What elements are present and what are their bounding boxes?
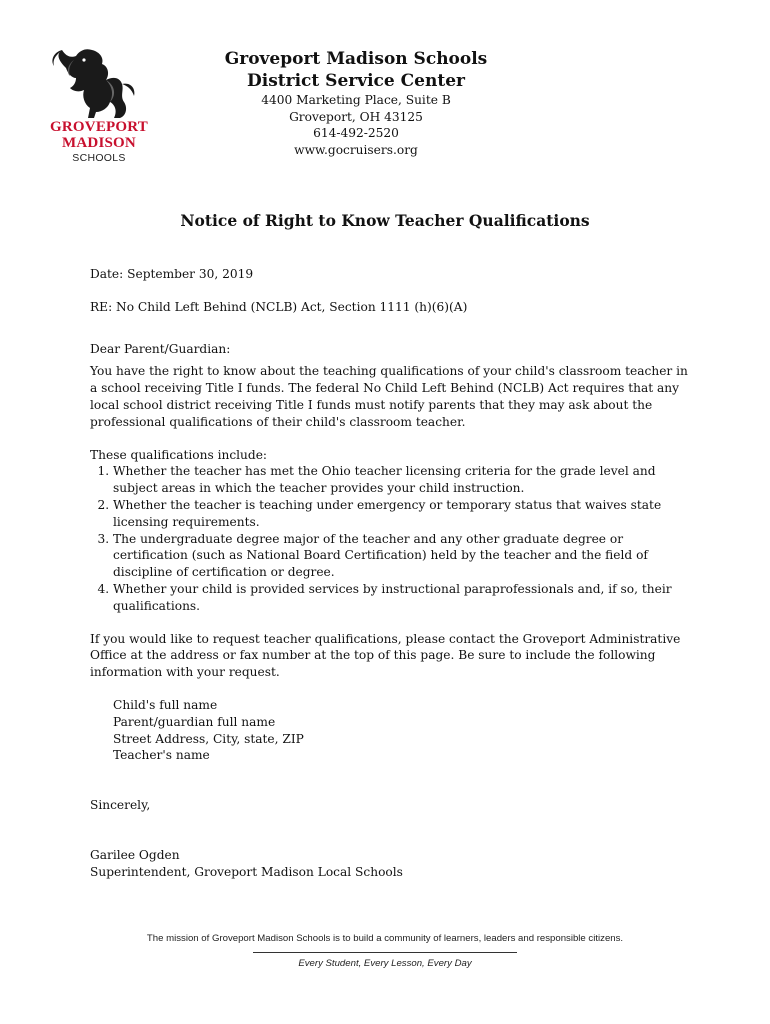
district-motto: Every Student, Every Lesson, Every Day [298,958,472,969]
list-item: 4. Whether your child is provided services by instructional paraprofessionals and, if so, their qualifications. [113,581,690,615]
closing: Sincerely, [90,798,151,813]
list-item: 3. The undergraduate degree major of the teacher and any other graduate degree or certification (such as National Board Certification) held by the teacher and the field of discipline of certification or degree. [113,531,690,581]
mission-statement: The mission of Groveport Madison Schools is to build a community of learners, leaders and responsible citizens. [146,933,624,944]
list-item: Child's full name [113,697,218,712]
letter-body [90,266,690,881]
list-item: 2. Whether the teacher is teaching under emergency or temporary status that waives state licensing requirements. [113,497,690,531]
center-name: District Service Center [247,71,465,91]
logo-word-madison: MADISON [62,135,136,151]
qualifications-list [90,463,690,614]
city-address: Groveport, OH 43125 [289,109,423,124]
letter-subject: RE: No Child Left Behind (NCLB) Act, Section 1111 (h)(6)(A) [90,299,468,314]
letter-date: Date: September 30, 2019 [90,267,254,281]
street-address: 4400 Marketing Place, Suite B [261,93,451,107]
org-name: Groveport Madison Schools [224,49,488,69]
list-item: Street Address, City, state, ZIP [113,731,304,746]
mustang-horse-icon [44,46,154,120]
website-link[interactable]: www.gocruisers.org [294,142,418,157]
signer-name: Garilee Ogden [90,847,180,862]
salutation: Dear Parent/Guardian: [90,341,231,356]
document-title: Notice of Right to Know Teacher Qualifications [180,211,590,230]
logo-word-schools: SCHOOLS [72,152,126,164]
list-item: 1. Whether the teacher has met the Ohio teacher licensing criteria for the grade level and subject areas in which the teacher provides your child instruction. [113,463,690,497]
list-item: Teacher's name [113,748,210,763]
qualifications-heading: These qualifications include: [90,447,268,462]
request-paragraph: If you would like to request teacher qualifications, please contact the Groveport Administrative Office at the address or fax number at the top of this page. Be sure to include the following information with your request. [90,631,681,680]
list-item: Parent/guardian full name [113,714,276,729]
footer-divider [253,952,517,953]
phone-number: 614-492-2520 [313,126,399,140]
logo-word-groveport: GROVEPORT [50,119,148,135]
footer [0,933,770,969]
request-info-list [90,697,690,764]
district-logo [44,46,154,170]
signer-title: Superintendent, Groveport Madison Local Schools [90,864,403,879]
intro-paragraph: You have the right to know about the teaching qualifications of your child's classroom teacher in a school receiving Title I funds. The federal No Child Left Behind (NCLB) Act requires that any local school district receiving Title I funds must notify parents that they may ask about the professional qualifications of their child's classroom teacher. [90,364,688,429]
letterhead [200,48,512,158]
